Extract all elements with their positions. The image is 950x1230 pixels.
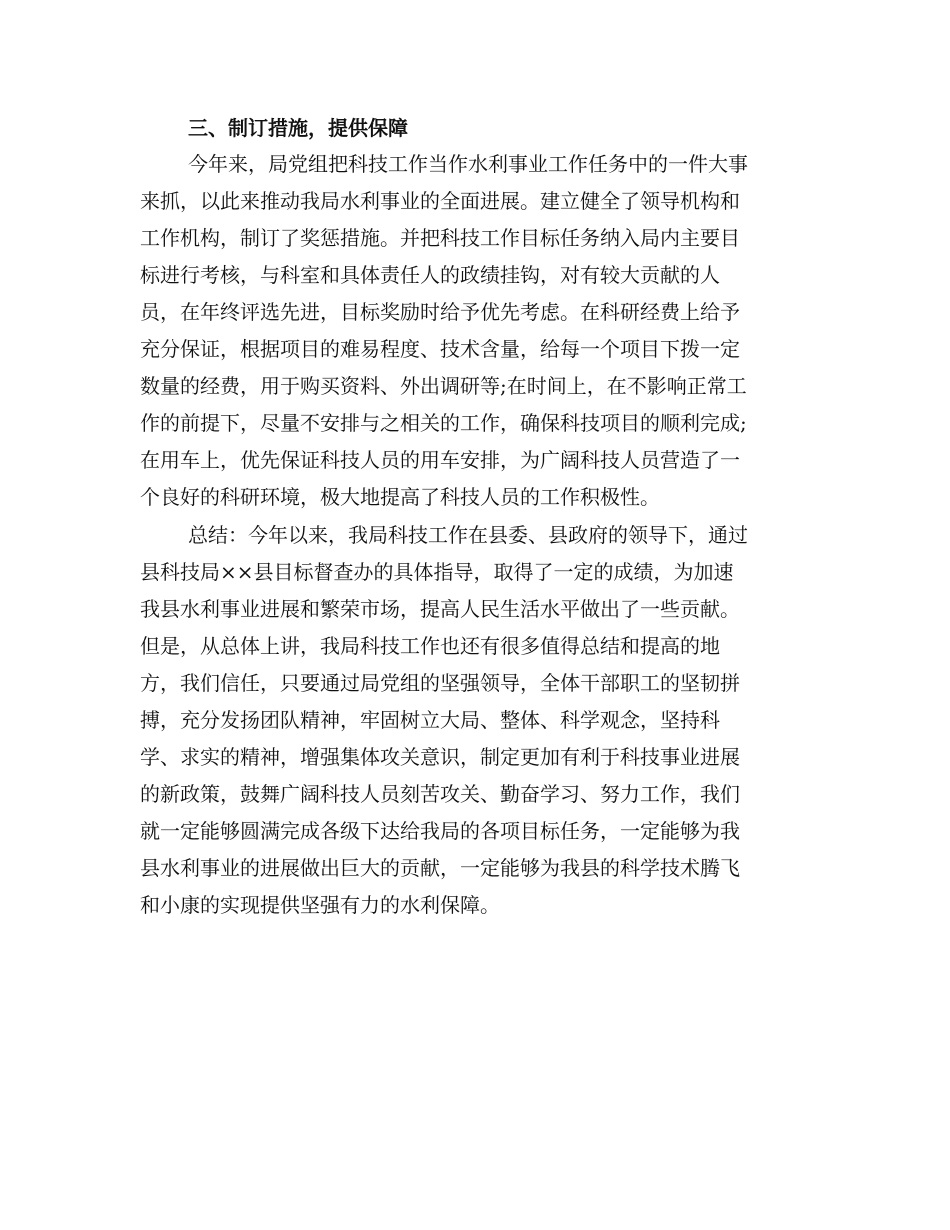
- paragraph-line: 我县水利事业进展和繁荣市场，提高人民生活水平做出了一些贡献。: [140, 597, 740, 621]
- paragraph-line: 作的前提下，尽量不安排与之相关的工作，确保科技项目的顺利完成;: [140, 411, 747, 435]
- paragraph-summary: [140, 517, 820, 924]
- paragraph-measures: [140, 146, 820, 516]
- paragraph-line: 学、求实的精神，增强集体攻关意识，制定更加有利于科技事业进展: [140, 745, 740, 769]
- paragraph-line: 个良好的科研环境，极大地提高了科技人员的工作积极性。: [140, 485, 660, 509]
- paragraph-line: 总结：今年以来，我局科技工作在县委、县政府的领导下，通过: [188, 523, 748, 547]
- paragraph-line: 在用车上，优先保证科技人员的用车安排，为广阔科技人员营造了一: [140, 448, 740, 472]
- paragraph-line: 充分保证，根据项目的难易程度、技术含量，给每一个项目下拨一定: [140, 337, 740, 361]
- paragraph-line: 数量的经费，用于购买资料、外出调研等;在时间上，在不影响正常工: [140, 374, 747, 398]
- paragraph-line: 和小康的实现提供坚强有力的水利保障。: [140, 893, 500, 917]
- paragraph-line: 方，我们信任，只要通过局党组的坚强领导，全体干部职工的坚韧拼: [140, 671, 740, 695]
- paragraph-line: 工作机构，制订了奖惩措施。并把科技工作目标任务纳入局内主要目: [140, 226, 740, 250]
- paragraph-line: 来抓，以此来推动我局水利事业的全面进展。建立健全了领导机构和: [140, 189, 740, 213]
- paragraph-line: 搏，充分发扬团队精神，牢固树立大局、整体、科学观念，坚持科: [140, 708, 720, 732]
- paragraph-line: 县水利事业的进展做出巨大的贡献，一定能够为我县的科学技术腾飞: [140, 856, 740, 880]
- paragraph-line: 就一定能够圆满完成各级下达给我局的各项目标任务，一定能够为我: [140, 819, 740, 843]
- paragraph-line: 员，在年终评选先进，目标奖励时给予优先考虑。在科研经费上给予: [140, 300, 740, 324]
- paragraph-line: 标进行考核，与科室和具体责任人的政绩挂钩，对有较大贡献的人: [140, 263, 720, 287]
- paragraph-line: 县科技局××县目标督查办的具体指导，取得了一定的成绩，为加速: [140, 560, 734, 584]
- section-heading: 三、制订措施，提供保障: [188, 116, 408, 140]
- paragraph-line: 今年来，局党组把科技工作当作水利事业工作任务中的一件大事: [188, 152, 748, 176]
- paragraph-line: 但是，从总体上讲，我局科技工作也还有很多值得总结和提高的地: [140, 634, 720, 658]
- paragraph-line: 的新政策，鼓舞广阔科技人员刻苦攻关、勤奋学习、努力工作，我们: [140, 782, 740, 806]
